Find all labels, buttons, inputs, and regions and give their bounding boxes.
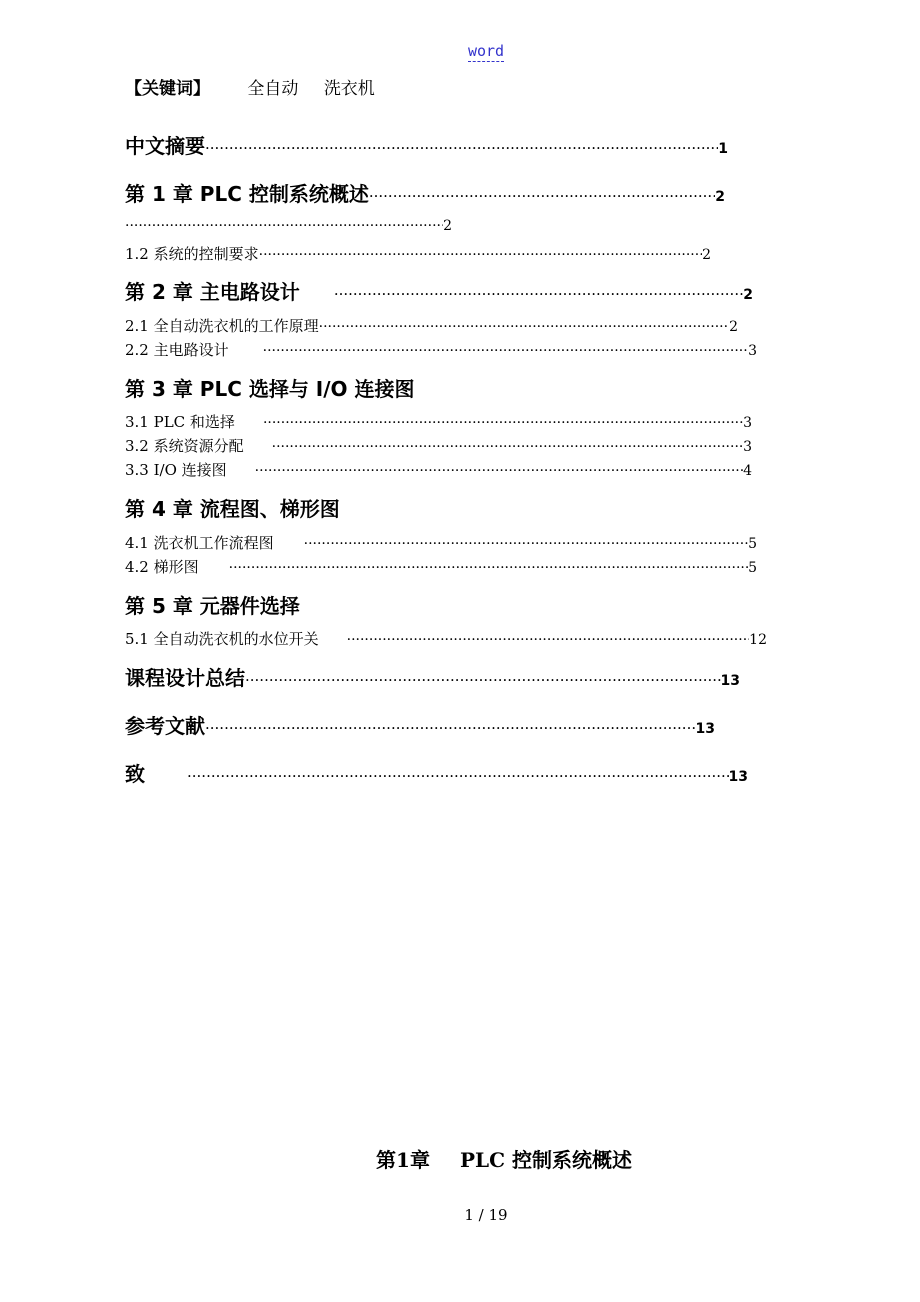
keyword-term: 洗衣机 — [323, 79, 375, 99]
chapter-number: 第1章 — [376, 1148, 430, 1172]
toc-entry-summary[interactable] — [125, 662, 740, 690]
page-footer — [0, 1206, 920, 1224]
toc-page-number: 2 — [702, 247, 711, 263]
toc-entry-2-2[interactable] — [125, 339, 757, 361]
toc-page-number: 3 — [748, 343, 757, 359]
toc-leader-dots — [229, 560, 748, 576]
toc-entry-1-2[interactable] — [125, 243, 711, 265]
toc-leader-dots — [272, 439, 743, 455]
toc-entry-text: 第 4 章 流程图、梯形图 — [125, 497, 340, 521]
toc-entry-text: 1.2 系统的控制要求 — [125, 245, 259, 263]
toc-entry-chapter-2[interactable] — [125, 276, 753, 304]
toc-entry-4-1[interactable] — [125, 532, 757, 554]
toc-page-number: 3 — [743, 439, 752, 455]
toc-leader-dots — [125, 218, 443, 234]
toc-page-number: 2 — [715, 189, 725, 205]
toc-entry-text: 2.1 全自动洗衣机的工作原理 — [125, 317, 319, 335]
toc-leader-dots — [259, 247, 702, 263]
toc-page-number: 2 — [729, 319, 738, 335]
toc-leader-dots — [304, 536, 748, 552]
toc-entry-text: 4.1 洗衣机工作流程图 — [125, 534, 274, 552]
toc-entry-chapter-1[interactable] — [125, 178, 725, 206]
toc-page-number: 3 — [743, 415, 752, 431]
toc-leader-dots — [205, 139, 718, 157]
toc-entry-text: 2.2 主电路设计 — [125, 341, 229, 359]
toc-entry-1-1[interactable] — [125, 218, 452, 240]
toc-entry-acknowledgement[interactable] — [125, 758, 748, 786]
toc-entry-text: 3.2 系统资源分配 — [125, 437, 244, 455]
toc-entry-chapter-4[interactable] — [125, 493, 385, 521]
toc-page-number: 2 — [743, 287, 753, 303]
keywords-line — [125, 74, 395, 99]
toc-entry-3-1[interactable] — [125, 411, 752, 433]
toc-leader-dots — [263, 343, 748, 359]
toc-leader-dots — [187, 767, 729, 785]
toc-page-number: 1 — [718, 141, 728, 157]
toc-entry-text: 致 — [125, 762, 145, 786]
toc-entry-text: 第 1 章 PLC 控制系统概述 — [125, 182, 369, 206]
toc-entry-text: 5.1 全自动洗衣机的水位开关 — [125, 630, 319, 648]
toc-entry-4-2[interactable] — [125, 556, 757, 578]
toc-entry-references[interactable] — [125, 710, 715, 738]
toc-leader-dots — [205, 719, 696, 737]
toc-page-number: 12 — [749, 632, 767, 648]
toc-entry-chapter-3[interactable] — [125, 373, 445, 401]
page-number-indicator: 1 / 19 — [464, 1206, 508, 1224]
keywords-label: 【关键词】 — [125, 79, 210, 99]
toc-entry-text: 第 2 章 主电路设计 — [125, 280, 300, 304]
toc-entry-text: 第 3 章 PLC 选择与 I/O 连接图 — [125, 377, 415, 401]
toc-leader-dots — [263, 415, 743, 431]
toc-leader-dots — [369, 187, 715, 205]
keyword-term: 全自动 — [247, 79, 299, 99]
toc-page-number: 13 — [728, 769, 748, 785]
toc-entry-abstract[interactable] — [125, 130, 728, 158]
toc-page-number: 4 — [743, 463, 752, 479]
toc-entry-text: 课程设计总结 — [125, 666, 245, 690]
toc-entry-text: 第 5 章 元器件选择 — [125, 594, 300, 618]
toc-page-number: 5 — [748, 560, 757, 576]
toc-entry-text: 4.2 梯形图 — [125, 558, 199, 576]
toc-leader-dots — [255, 463, 743, 479]
toc-leader-dots — [245, 671, 721, 689]
toc-entry-3-3[interactable] — [125, 459, 752, 481]
toc-entry-text: 参考文献 — [125, 714, 205, 738]
toc-page-number: 2 — [443, 218, 452, 234]
toc-entry-chapter-5[interactable] — [125, 590, 345, 618]
toc-leader-dots — [334, 285, 743, 303]
toc-entry-3-2[interactable] — [125, 435, 752, 457]
toc-page-number: 13 — [695, 721, 715, 737]
toc-leader-dots — [319, 319, 729, 335]
toc-entry-5-1[interactable] — [125, 628, 767, 650]
toc-entry-2-1[interactable] — [125, 315, 738, 337]
chapter-title-text: PLC 控制系统概述 — [459, 1148, 632, 1172]
toc-page-number: 13 — [720, 673, 740, 689]
toc-entry-text: 3.3 I/O 连接图 — [125, 461, 227, 479]
header-word-link[interactable]: word — [467, 42, 505, 60]
toc-page-number: 5 — [748, 536, 757, 552]
toc-entry-text: 3.1 PLC 和选择 — [125, 413, 235, 431]
page-header — [0, 42, 920, 60]
chapter-heading — [0, 1144, 920, 1173]
toc-leader-dots — [347, 632, 750, 648]
toc-entry-text: 中文摘要 — [125, 134, 205, 158]
